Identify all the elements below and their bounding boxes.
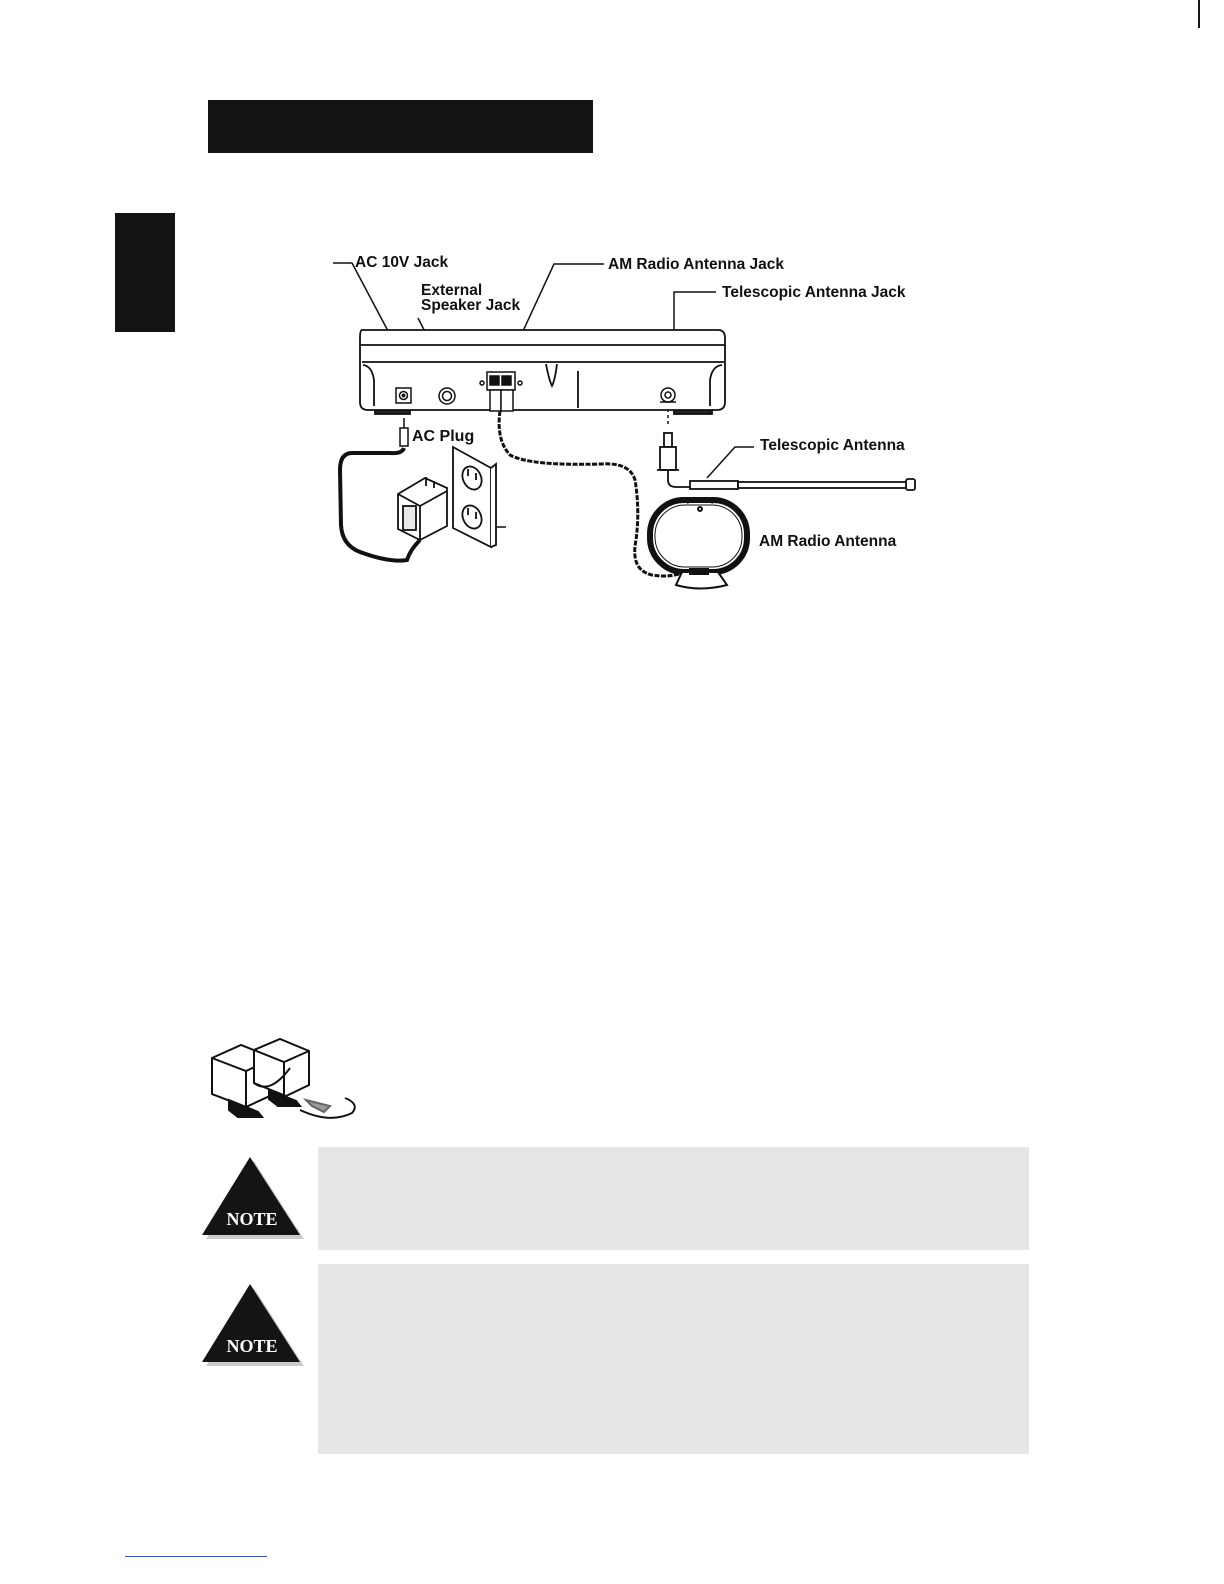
note-box-2: [318, 1264, 1029, 1454]
note-icon: [198, 1155, 306, 1240]
am-antenna-wire: [499, 411, 685, 576]
telescopic-antenna-label: Telescopic Antenna: [760, 437, 905, 454]
speaker-jack: [439, 388, 455, 404]
footer-rule: [125, 1556, 267, 1557]
ac-plug: [400, 418, 408, 446]
external-speaker-label-line1: External: [421, 282, 483, 299]
note-icon-label: NOTE: [226, 1209, 278, 1229]
wall-outlet: [453, 447, 496, 547]
am-antenna-jack-label: AM Radio Antenna Jack: [608, 256, 784, 273]
telescopic-antenna-jack-label: Telescopic Antenna Jack: [722, 284, 906, 301]
note-box-1: [318, 1147, 1029, 1250]
note-icon: [198, 1282, 306, 1367]
antenna-clip-illustration: [212, 1039, 355, 1118]
telescopic-jack: [660, 388, 676, 402]
note-icon-label: NOTE: [226, 1336, 278, 1356]
ac-adapter: [398, 477, 447, 540]
ac-plug-label: AC Plug: [412, 428, 475, 445]
ac-jack-label: AC 10V Jack: [355, 254, 449, 271]
external-speaker-label-line2: Speaker Jack: [421, 297, 521, 314]
telescopic-antenna-callout-line: [707, 447, 754, 478]
am-radio-antenna-label: AM Radio Antenna: [759, 533, 897, 550]
ac-jack: [396, 388, 411, 403]
